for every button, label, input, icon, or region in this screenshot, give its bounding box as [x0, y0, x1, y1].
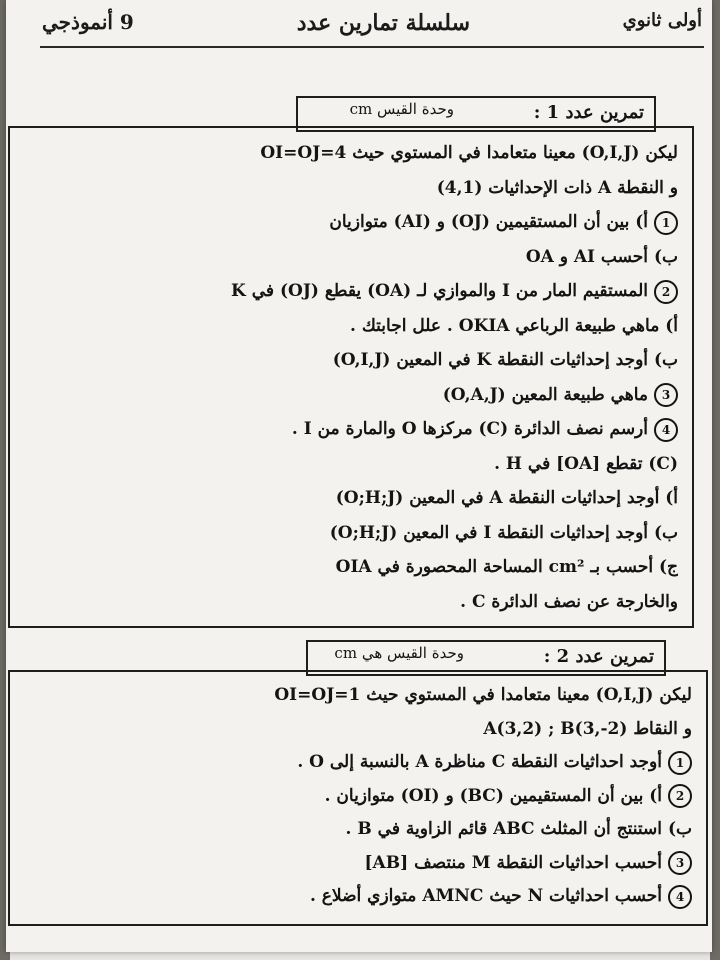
- line-text: ب) أحسب AI و OA: [525, 246, 678, 267]
- question-number: 2: [668, 784, 692, 808]
- exercise-2-box: [8, 670, 708, 926]
- exercise2-line-5: [24, 814, 692, 844]
- line-text: أ) بين أن المستقيمين (OJ) و (AI) متوازيان: [329, 212, 648, 232]
- worksheet-header: [18, 4, 710, 48]
- line-text: أحسب احداثيات النقطة M منتصف [AB]: [364, 852, 662, 873]
- line-text: أ) بين أن المستقيمين (BC) و (OI) متوازيان .: [324, 785, 662, 806]
- exercise-2-unit: وحدة القيس هي cm: [334, 644, 464, 662]
- exercise-1-unit: وحدة القيس cm: [349, 100, 454, 118]
- question-number: 3: [654, 383, 678, 407]
- line-text: أرسم نصف الدائرة (C) مركزها O والمارة من I .: [291, 419, 648, 439]
- model-label: 9 أنموذجي: [42, 10, 134, 34]
- exercise1-line-11: [24, 483, 678, 513]
- exercise1-line-7: [24, 345, 678, 375]
- line-text: و النقاط A(3,2) ; B(3,-2): [483, 718, 692, 739]
- line-text: والخارجة عن نصف الدائرة C .: [460, 591, 678, 612]
- exercise2-line-7: [24, 881, 692, 911]
- exercise1-line-5: [24, 276, 678, 306]
- series-title: سلسلة تمارين عدد: [296, 10, 470, 36]
- level-label: أولى ثانوي: [622, 10, 702, 31]
- line-text: (C) تقطع [OA] في H .: [494, 453, 678, 474]
- question-number: 4: [654, 418, 678, 442]
- question-number: 4: [668, 885, 692, 909]
- question-number: 1: [654, 211, 678, 235]
- exercise2-line-6: [24, 848, 692, 878]
- exercise1-line-13: [24, 552, 678, 582]
- question-number: 1: [668, 751, 692, 775]
- exercise2-line-4: [24, 781, 692, 811]
- exercise1-line-8: [24, 380, 678, 410]
- exercise-1-title: تمرين عدد 1 :: [533, 102, 644, 123]
- exercise-1-box: [8, 126, 694, 628]
- exercise1-line-4: [24, 242, 678, 272]
- worksheet-page: [6, 0, 712, 952]
- exercise-2-title: تمرين عدد 2 :: [543, 646, 654, 667]
- exercise1-line-1: [24, 138, 678, 168]
- line-text: أ) أوجد إحداثيات النقطة A في المعين (O;H;J): [335, 488, 678, 508]
- exercise1-line-10: [24, 449, 678, 479]
- line-text: ليكن (O,I,J) معينا متعامدا في المستوي حيث OI=OJ=1: [274, 685, 692, 705]
- line-text: ج) أحسب بـ cm² المساحة المحصورة في OIA: [335, 557, 678, 577]
- exercise1-line-9: [24, 414, 678, 444]
- exercise1-line-14: [24, 587, 678, 617]
- line-text: ب) أوجد إحداثيات النقطة K في المعين (O,I,J): [332, 350, 678, 370]
- line-text: ماهي طبيعة المعين (O,A,J): [442, 384, 648, 405]
- exercise2-line-3: [24, 747, 692, 777]
- exercise2-line-1: [24, 680, 692, 710]
- line-text: و النقطة A ذات الإحداثيات (4,1): [436, 177, 678, 198]
- header-divider: [40, 46, 704, 48]
- line-text: ب) أوجد إحداثيات النقطة I في المعين (O;H;J): [329, 522, 678, 543]
- exercise1-line-2: [24, 173, 678, 203]
- line-text: أوجد احداثيات النقطة C مناظرة A بالنسبة إلى O .: [297, 752, 662, 772]
- line-text: ليكن (O,I,J) معينا متعامدا في المستوي حيث OI=OJ=4: [260, 143, 678, 163]
- exercise1-line-3: [24, 207, 678, 237]
- question-number: 2: [654, 280, 678, 304]
- exercise2-line-2: [24, 714, 692, 744]
- line-text: أ) ماهي طبيعة الرباعي OKIA . علل اجابتك .: [350, 315, 678, 336]
- line-text: أحسب احداثيات N حيث AMNC متوازي أضلاع .: [309, 886, 662, 906]
- line-text: ب) استنتج أن المثلث ABC قائم الزاوية في B .: [345, 819, 692, 839]
- question-number: 3: [668, 851, 692, 875]
- exercise1-line-12: [24, 518, 678, 548]
- line-text: المستقيم المار من I والموازي لـ (OA) يقطع (OJ) في K: [231, 281, 648, 301]
- exercise1-line-6: [24, 311, 678, 341]
